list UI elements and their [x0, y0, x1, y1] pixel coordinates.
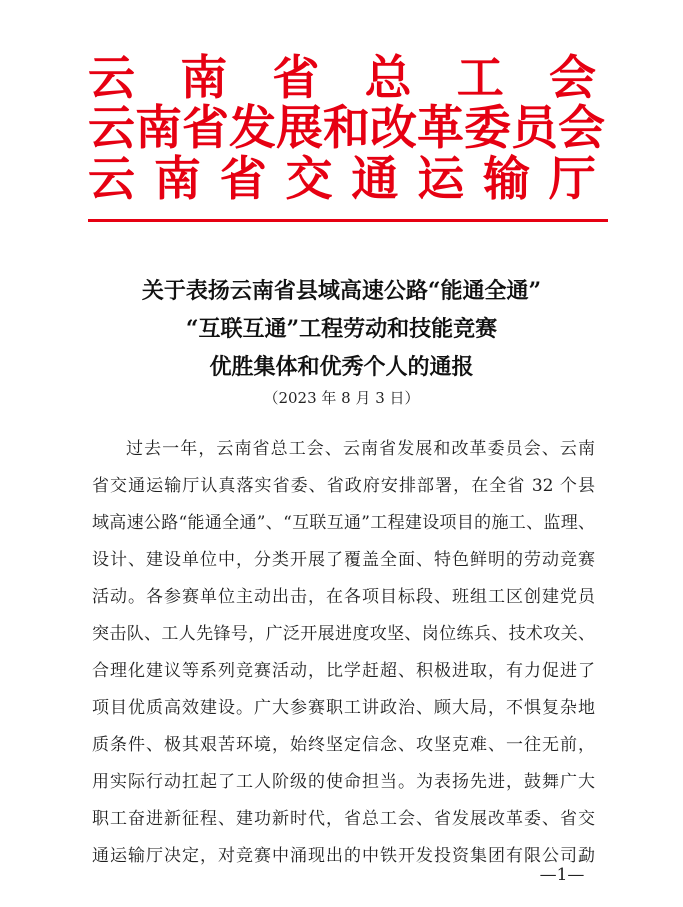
letterhead-org-provincial-federation-of-trade-unions: [88, 51, 596, 106]
letterhead-char: 省: [219, 152, 267, 207]
letterhead-char: 革: [417, 101, 464, 156]
letterhead-org-development-and-reform-commission: [88, 101, 605, 156]
letterhead-char: 输: [483, 152, 531, 207]
letterhead-char: 南: [135, 101, 182, 156]
body-line: 突击队、工人先锋号，广泛开展进度攻坚、岗位练兵、技术攻关、: [92, 624, 595, 644]
document-title-line: 优胜集体和优秀个人的通报: [209, 354, 474, 380]
letterhead-char: 改: [370, 101, 417, 156]
body-line: 合理化建议等系列竞赛活动，比学赶超、积极进取，有力促进了: [92, 661, 595, 681]
letterhead-char: 会: [548, 51, 596, 106]
document-title-line: 关于表扬云南省县域高速公路“能通全通”: [141, 278, 542, 304]
document-title-line: “互联互通”工程劳动和技能竞赛: [185, 316, 498, 342]
letterhead-char: 通: [351, 152, 399, 207]
letterhead-char: 总: [364, 51, 412, 106]
body-line: 域高速公路“能通全通”、“互联互通”工程建设项目的施工、监理、: [92, 513, 595, 533]
body-line: 项目优质高效建设。广大参赛职工讲政治、顾大局，不惧复杂地: [92, 698, 595, 718]
body-line: 省交通运输厅认真落实省委、省政府安排部署，在全省 32 个县: [92, 476, 595, 496]
body-line: 活动。各参赛单位主动出击，在各项目标段、班组工区创建党员: [92, 587, 595, 607]
body-line: 设计、建设单位中，分类开展了覆盖全面、特色鲜明的劳动竞赛: [92, 550, 595, 570]
body-line: 通运输厅决定，对竞赛中涌现出的中铁开发投资集团有限公司勐: [92, 846, 595, 866]
letterhead-org-transport-department: [88, 152, 596, 207]
letterhead-char: 南: [153, 152, 201, 207]
letterhead-char: 云: [88, 101, 135, 156]
letterhead-char: 工: [456, 51, 504, 106]
letterhead-char: 和: [323, 101, 370, 156]
letterhead-char: 省: [272, 51, 320, 106]
letterhead-char: 运: [417, 152, 465, 207]
letterhead-char: 发: [229, 101, 276, 156]
body-line: 质条件、极其艰苦环境，始终坚定信念、攻坚克难、一往无前，: [92, 735, 595, 755]
letterhead-char: 云: [88, 152, 135, 207]
letterhead-char: 会: [558, 101, 605, 156]
letterhead-char: 南: [180, 51, 228, 106]
letterhead-divider: [88, 219, 608, 222]
letterhead-char: 交: [285, 152, 333, 207]
letterhead-char: 厅: [548, 152, 596, 207]
page-number: —1—: [539, 865, 585, 885]
body-line: 过去一年，云南省总工会、云南省发展和改革委员会、云南: [126, 439, 595, 459]
letterhead-char: 员: [511, 101, 558, 156]
body-line: 用实际行动扛起了工人阶级的使命担当。为表扬先进，鼓舞广大: [92, 772, 595, 792]
document-date: （2023 年 8 月 3 日）: [263, 389, 420, 407]
letterhead-char: 展: [276, 101, 323, 156]
letterhead-char: 省: [182, 101, 229, 156]
letterhead-char: 云: [88, 51, 135, 106]
body-line: 职工奋进新征程、建功新时代，省总工会、省发展改革委、省交: [92, 809, 595, 829]
letterhead-char: 委: [464, 101, 511, 156]
